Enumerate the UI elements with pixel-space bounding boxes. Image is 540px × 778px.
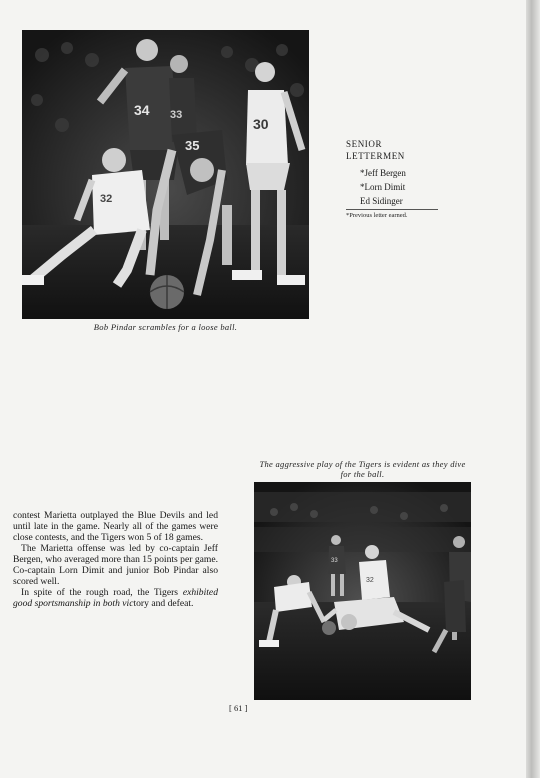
senior-lettermen-box: [346, 138, 406, 208]
lettermen-footnote: *Previous letter earned.: [346, 209, 438, 219]
article-text-segment: In spite of the rough road, the Tigers: [21, 587, 183, 598]
jersey-number-33-bottom: 33: [331, 558, 338, 564]
jersey-number-30: 30: [253, 116, 269, 132]
lettermen-heading-line2: LETTERMEN: [346, 151, 405, 161]
photo-basketball-loose-ball: [22, 30, 309, 319]
lettermen-list: [346, 166, 406, 208]
jersey-number-35: 35: [185, 138, 200, 153]
page-number: [ 61 ]: [229, 703, 248, 713]
photo-caption-top: Bob Pindar scrambles for a loose ball.: [93, 322, 238, 332]
jersey-number-33: 33: [170, 109, 183, 121]
page-edge: [526, 0, 540, 778]
article-body: [13, 510, 218, 609]
jersey-number-34: 34: [134, 102, 150, 118]
letterman-name: *Lorn Dimit: [360, 182, 406, 192]
article-paragraph-3: [13, 587, 218, 609]
article-text-italic: exhibited good sportsmanship in both vic: [13, 587, 218, 609]
lettermen-heading-line1: SENIOR: [346, 139, 383, 149]
photo-tigers-dive-for-ball: [254, 482, 471, 700]
photo-caption-bottom: The aggressive play of the Tigers is evident as they dive for the ball.: [259, 459, 466, 479]
jersey-number-32: 32: [100, 193, 113, 205]
jersey-number-32-bottom: 32: [366, 577, 374, 584]
letterman-name: *Jeff Bergen: [360, 168, 406, 178]
letterman-name: Ed Sidinger: [360, 196, 403, 206]
article-paragraph: The Marietta offense was led by co-captain Jeff Bergen, who averaged more than 15 points per game. Co-captain Lorn Dimit and junior Bob Pindar also scored well.: [13, 543, 218, 587]
article-text-segment: tory and defeat.: [133, 598, 194, 609]
article-paragraph: contest Marietta outplayed the Blue Devils and led until late in the game. Nearly all of the games were close contests, and the Tigers won 5 of 18 games.: [13, 510, 218, 543]
